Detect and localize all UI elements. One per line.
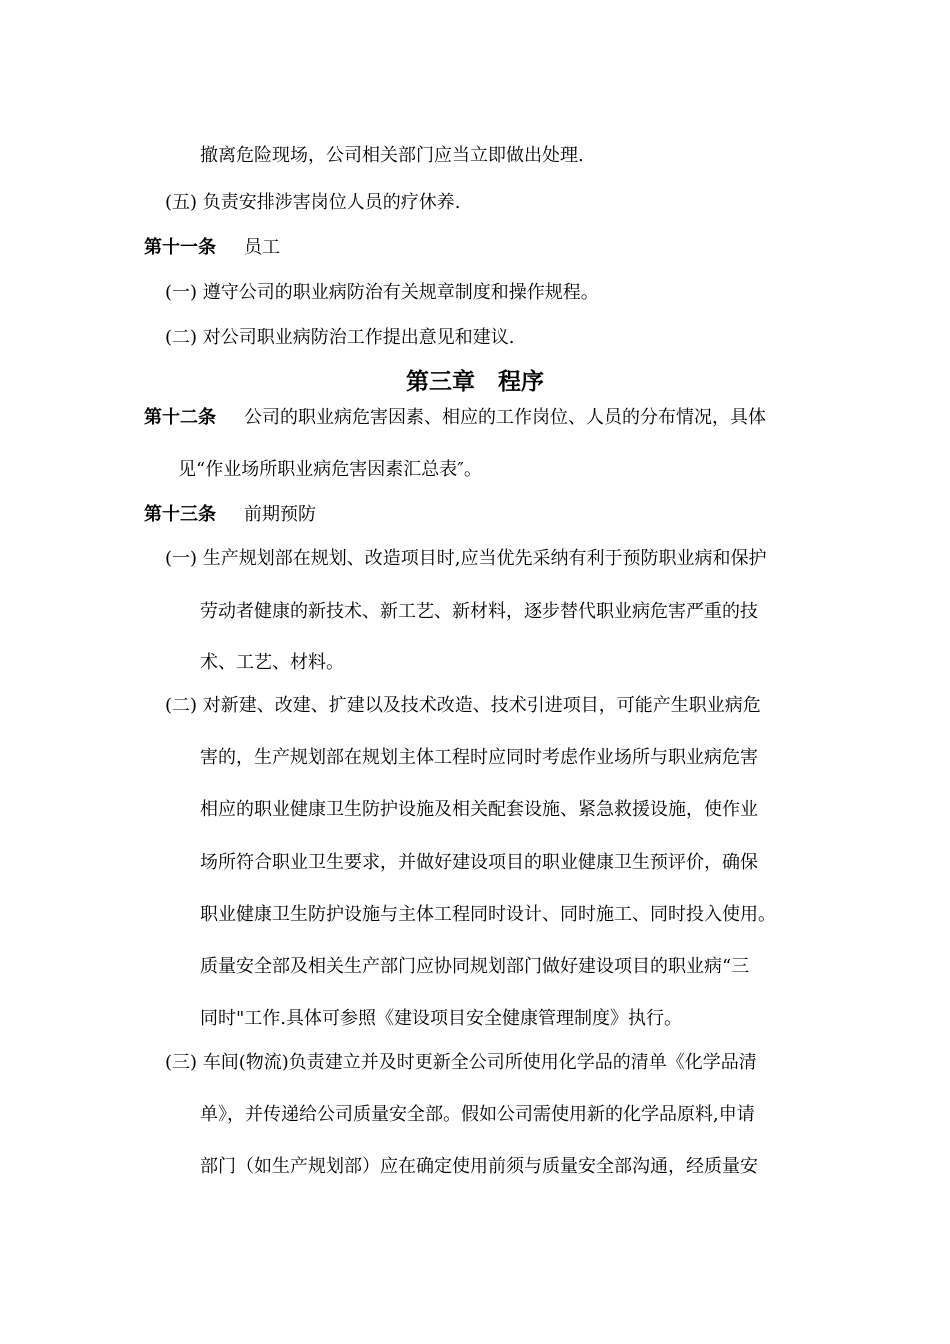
article-12 <box>144 406 766 430</box>
paragraph-line: 同时"工作.具体可参照《建设项目安全健康管理制度》执行。 <box>200 1008 682 1029</box>
paragraph-line: 部门（如生产规划部）应在确定使用前须与质量安全部沟通，经质量安 <box>200 1156 758 1177</box>
paragraph-line: 见“作业场所职业病危害因素汇总表″。 <box>178 459 482 480</box>
chapter-heading: 第三章 程序 <box>406 369 544 395</box>
article-text: 前期预防 <box>244 504 316 525</box>
paragraph-line: 劳动者健康的新技术、新工艺、新材料，逐步替代职业病危害严重的技 <box>200 601 758 622</box>
list-item: (二) 对公司职业病防治工作提出意见和建议. <box>165 327 515 348</box>
list-item: (一) 遵守公司的职业病防治有关规章制度和操作规程。 <box>165 282 599 303</box>
list-item: (一) 生产规划部在规划、改造项目时,应当优先采纳有利于预防职业病和保护 <box>165 548 767 569</box>
article-11 <box>144 236 280 260</box>
article-text: 公司的职业病危害因素、相应的工作岗位、人员的分布情况，具体 <box>244 407 766 428</box>
paragraph-line: 质量安全部及相关生产部门应协同规划部门做好建设项目的职业病“三 <box>200 956 750 977</box>
paragraph-line: 相应的职业健康卫生防护设施及相关配套设施、紧急救援设施，使作业 <box>200 799 758 820</box>
article-label: 第十二条 <box>144 407 216 428</box>
list-item: (三) 车间(物流)负责建立并及时更新全公司所使用化学品的清单《化学品清 <box>165 1052 757 1073</box>
article-label: 第十一条 <box>144 237 216 258</box>
article-13 <box>144 503 316 527</box>
paragraph-line: 术、工艺、材料。 <box>200 652 344 673</box>
paragraph-line: 害的，生产规划部在规划主体工程时应同时考虑作业场所与职业病危害 <box>200 747 758 768</box>
paragraph-line: 场所符合职业卫生要求，并做好建设项目的职业健康卫生预评价，确保 <box>200 852 758 873</box>
list-item: (五) 负责安排涉害岗位人员的疗休养. <box>165 192 461 213</box>
article-text: 员工 <box>244 237 280 258</box>
paragraph-line: 单》，并传递给公司质量安全部。假如公司需使用新的化学品原料,申请 <box>200 1104 755 1125</box>
list-item: (二) 对新建、改建、扩建以及技术改造、技术引进项目，可能产生职业病危 <box>165 695 761 716</box>
paragraph-line: 职业健康卫生防护设施与主体工程同时设计、同时施工、同时投入使用。 <box>200 904 776 925</box>
article-label: 第十三条 <box>144 504 216 525</box>
paragraph-line: 撤离危险现场，公司相关部门应当立即做出处理. <box>200 145 584 166</box>
